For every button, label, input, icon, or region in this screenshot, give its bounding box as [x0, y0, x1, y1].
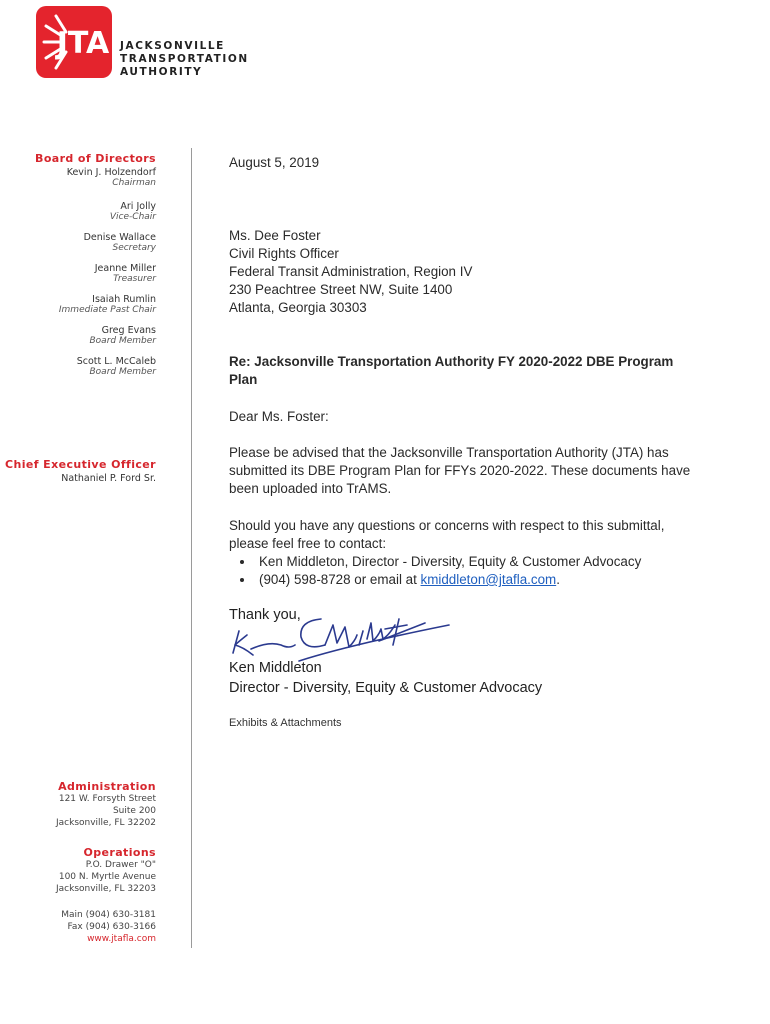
board-member [35, 263, 156, 284]
paragraph-2 [229, 517, 699, 589]
recipient-line: Atlanta, Georgia 30303 [229, 300, 367, 315]
contact-section [61, 909, 156, 945]
board-member [35, 325, 156, 346]
ceo-heading: Chief Executive Officer [5, 458, 156, 471]
member-name: Kevin J. Holzendorf [66, 167, 156, 178]
email-link[interactable]: kmiddleton@jtafla.com [420, 572, 557, 587]
contact-suffix: . [556, 572, 560, 587]
member-name: Denise Wallace [83, 232, 156, 243]
board-heading: Board of Directors [35, 152, 156, 165]
contact-item [255, 571, 699, 589]
ceo-section [5, 458, 156, 484]
letter-date: August 5, 2019 [229, 155, 320, 170]
admin-address-line: Jacksonville, FL 32202 [56, 818, 156, 828]
jta-logo [36, 6, 112, 78]
member-title: Chairman [112, 178, 156, 188]
contact-list [229, 553, 699, 589]
ops-heading: Operations [83, 846, 156, 859]
subject-line: Re: Jacksonville Transportation Authority FY 2020-2022 DBE Program Plan [229, 354, 674, 387]
board-member [35, 356, 156, 377]
website-link[interactable]: www.jtafla.com [87, 934, 156, 944]
org-line: AUTHORITY [120, 66, 203, 78]
closing: Thank you, [229, 607, 301, 623]
member-name: Ari Jolly [120, 201, 156, 212]
ops-address-line: Jacksonville, FL 32203 [56, 884, 156, 894]
org-name [120, 40, 249, 79]
member-name: Jeanne Miller [94, 263, 156, 274]
member-title: Immediate Past Chair [58, 305, 156, 315]
salutation: Dear Ms. Foster: [229, 409, 329, 424]
paragraph-1: Please be advised that the Jacksonville Transportation Authority (JTA) has submitted its DBE Program Plan for FFYs 2020-2022. These documents have been uploaded into TrAMS. [229, 445, 691, 496]
ceo-name: Nathaniel P. Ford Sr. [61, 473, 156, 484]
member-name: Greg Evans [101, 325, 156, 336]
org-line: TRANSPORTATION [120, 53, 249, 65]
contact-item [255, 553, 699, 571]
signer-name: Ken Middleton [229, 660, 322, 676]
contact-phone-text: (904) 598-8728 or email at [259, 572, 421, 587]
member-title: Board Member [89, 336, 156, 346]
member-title: Board Member [89, 367, 156, 377]
board-member [35, 232, 156, 253]
org-line: JACKSONVILLE [120, 40, 225, 52]
board-member [35, 167, 156, 188]
enclosures-note: Exhibits & Attachments [229, 717, 342, 729]
signer-title: Director - Diversity, Equity & Customer Advocacy [229, 680, 543, 696]
recipient-line: Federal Transit Administration, Region IV [229, 264, 473, 279]
main-phone: Main (904) 630-3181 [61, 910, 156, 920]
recipient-line: Civil Rights Officer [229, 246, 339, 261]
board-member [35, 294, 156, 315]
vertical-divider [191, 148, 192, 948]
member-title: Secretary [112, 243, 156, 253]
ops-address-line: P.O. Drawer "O" [85, 860, 156, 870]
recipient-line: 230 Peachtree Street NW, Suite 1400 [229, 282, 453, 297]
admin-heading: Administration [58, 780, 156, 793]
fax-number: Fax (904) 630-3166 [67, 922, 156, 932]
admin-address-line: 121 W. Forsyth Street [58, 794, 156, 804]
signature-image [229, 605, 459, 667]
svg-text:JTA: JTA [56, 26, 110, 61]
recipient-line: Ms. Dee Foster [229, 228, 321, 243]
admin-address-line: Suite 200 [112, 806, 156, 816]
member-name: Isaiah Rumlin [92, 294, 156, 305]
board-member [35, 201, 156, 222]
member-title: Vice-Chair [109, 212, 156, 222]
operations-section [56, 846, 156, 895]
contact-item-text: Ken Middleton, Director - Diversity, Equity & Customer Advocacy [259, 554, 642, 569]
member-name: Scott L. McCaleb [76, 356, 156, 367]
member-title: Treasurer [113, 274, 156, 284]
recipient-address [229, 227, 472, 317]
paragraph-2-text: Should you have any questions or concerns with respect to this submittal, please feel free to contact: [229, 518, 665, 551]
administration-section [56, 780, 156, 829]
ops-address-line: 100 N. Myrtle Avenue [58, 872, 156, 882]
board-section [35, 152, 156, 377]
